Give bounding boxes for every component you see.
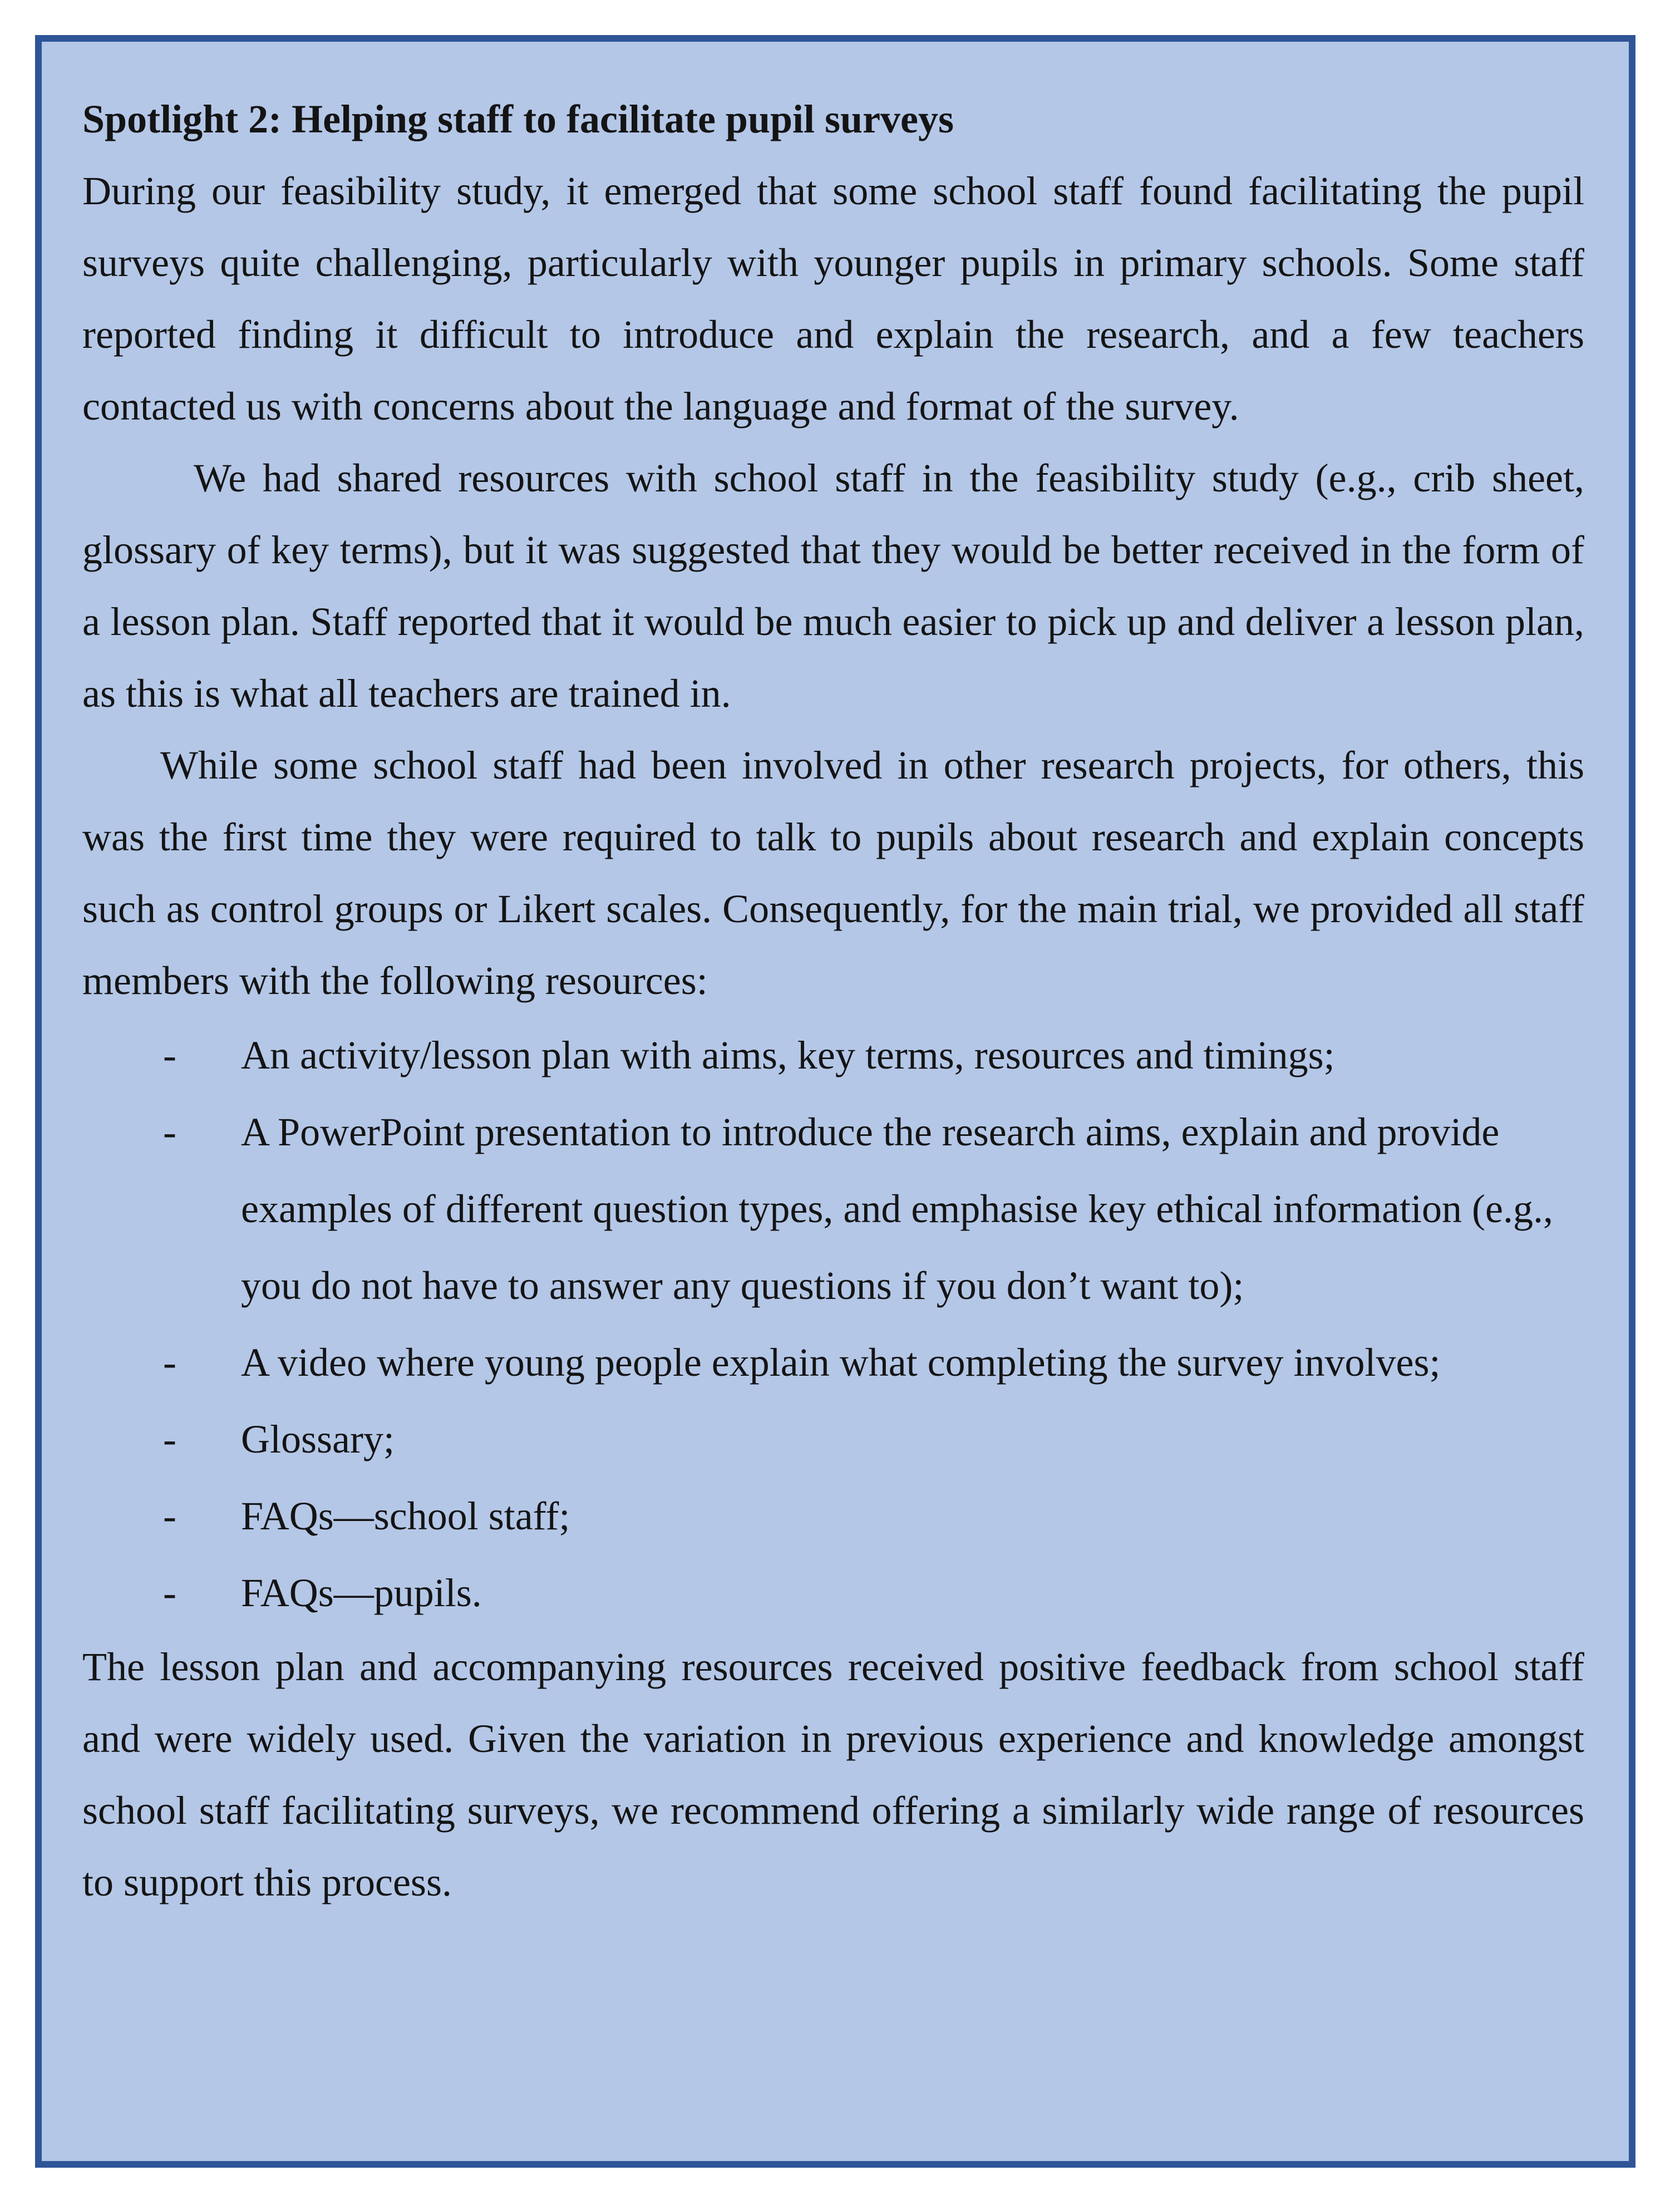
list-item-text: An activity/lesson plan with aims, key terms, resources and timings; — [241, 1033, 1335, 1077]
list-item-text: Glossary; — [241, 1417, 395, 1461]
list-item — [82, 1324, 1584, 1401]
paragraph-conclusion: The lesson plan and accompanying resources received positive feedback from school staff and were widely used. Given the variation in previous experience and knowledge amongst school staff facilitating surveys, we recommend offering a similarly wide range of resources to support this process. — [82, 1645, 1584, 1904]
list-item-text: FAQs—pupils. — [241, 1571, 482, 1615]
paragraph-shared-resources: We had shared resources with school staff in the feasibility study (e.g., crib sheet, glossary of key terms), but it was suggested that they would be better received in the form of a lesson plan. Staff reported that it would be much easier to pick up and deliver a lesson plan, as this is what all teachers are trained in. — [82, 456, 1584, 716]
list-dash: - — [163, 1340, 176, 1385]
paragraph-intro: During our feasibility study, it emerged that some school staff found facilitating the pupil surveys quite challenging, particularly with younger pupils in primary schools. Some staff reported finding it difficult to introduce and explain the research, and a few teachers contacted us with concerns about the language and format of the survey. — [82, 169, 1584, 429]
list-dash: - — [163, 1417, 176, 1461]
list-item — [82, 1401, 1584, 1478]
list-dash: - — [163, 1110, 176, 1154]
list-dash: - — [163, 1571, 176, 1615]
list-item-text: A video where young people explain what completing the survey involves; — [241, 1340, 1441, 1385]
list-item — [82, 1094, 1584, 1324]
resource-list — [82, 1017, 1584, 1631]
list-item — [82, 1017, 1584, 1094]
list-dash: - — [163, 1033, 176, 1077]
list-item-text: FAQs—school staff; — [241, 1494, 570, 1538]
list-dash: - — [163, 1494, 176, 1538]
spotlight-title: Spotlight 2: Helping staff to facilitate pupil surveys — [82, 97, 954, 141]
list-item — [82, 1554, 1584, 1631]
paragraph-research-experience: While some school staff had been involved in other research projects, for others, this was the first time they were required to talk to pupils about research and explain concepts such as control groups or Likert scales. Consequently, for the main trial, we provided all staff members with the following resources: — [82, 743, 1584, 1003]
list-item — [82, 1478, 1584, 1554]
list-item-text: A PowerPoint presentation to introduce the research aims, explain and provide examples of different question types, and emphasise key ethical information (e.g., you do not have to answer any questions if you don’t want to); — [241, 1110, 1553, 1308]
spotlight-box — [35, 35, 1635, 2168]
